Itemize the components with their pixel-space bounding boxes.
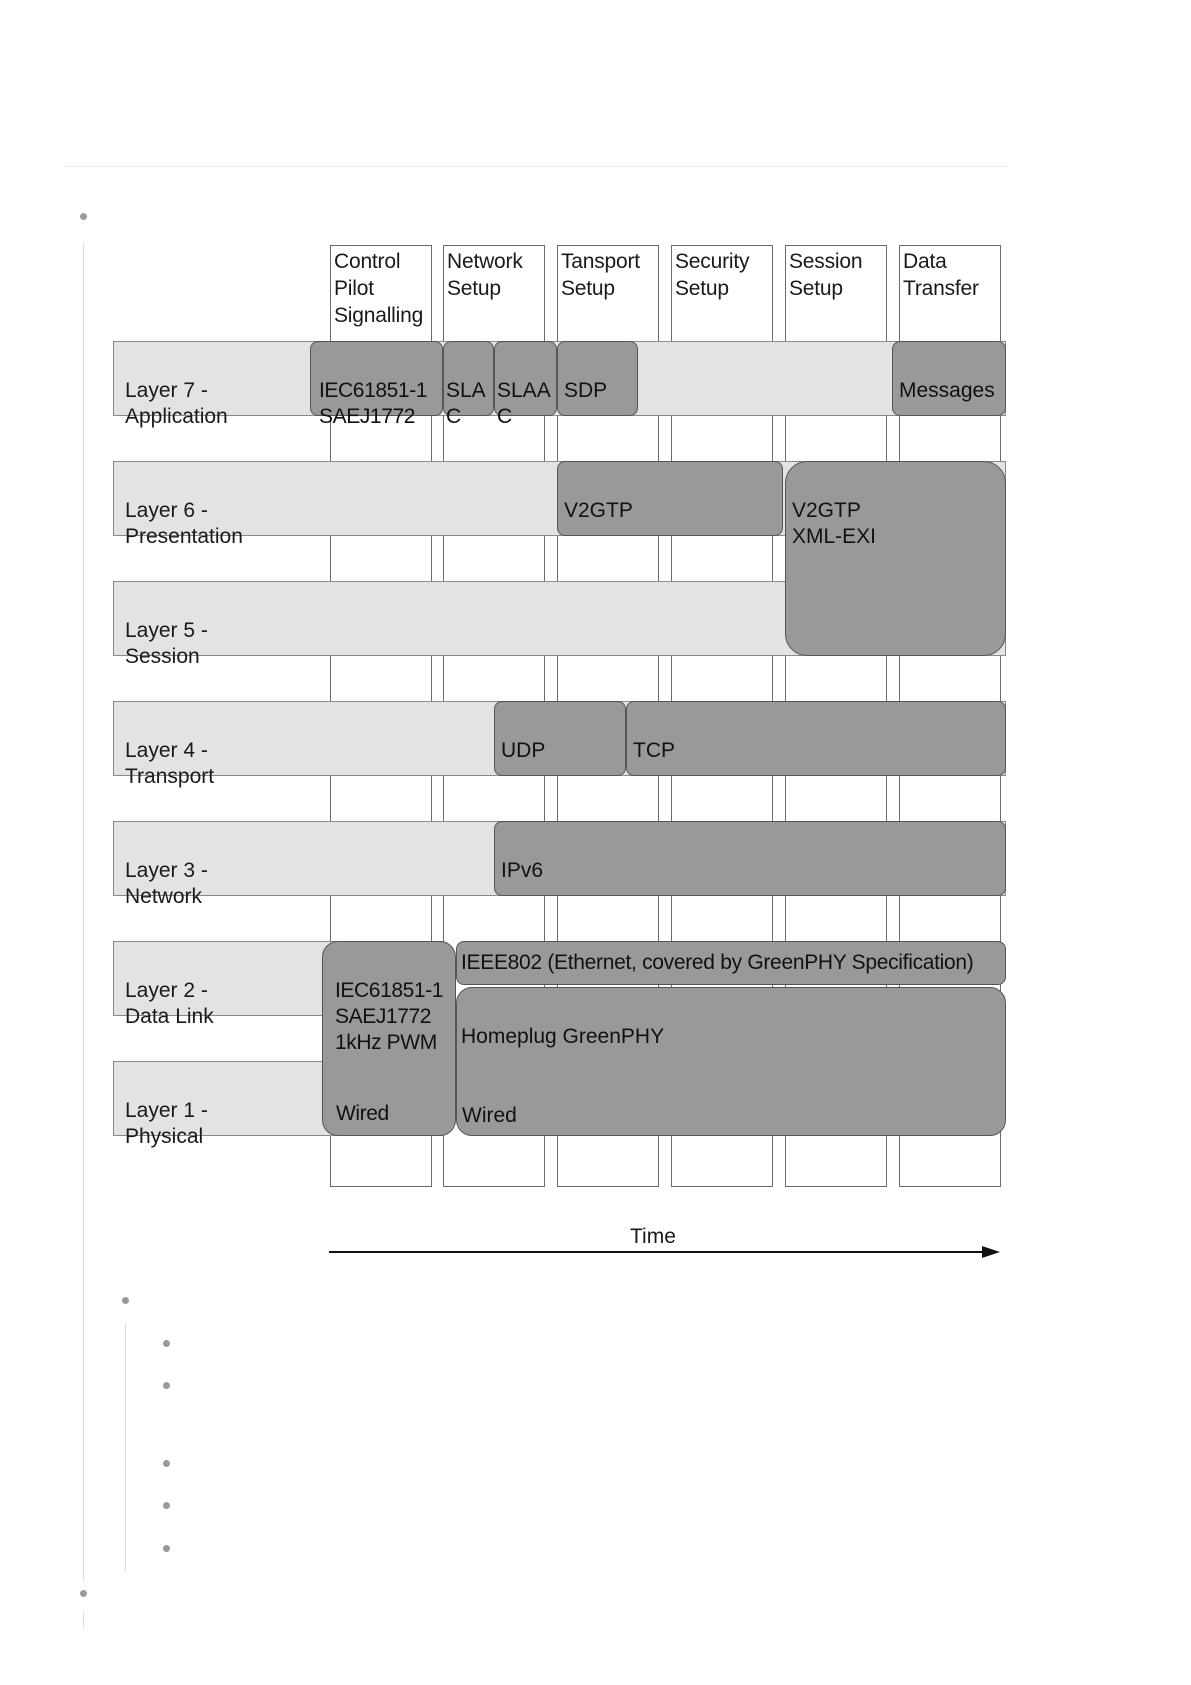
layer-label: Layer 5 - Session: [125, 619, 208, 668]
protocol-label: IEEE802 (Ethernet, covered by GreenPHY Specification): [461, 951, 974, 974]
protocol-label: IPv6: [501, 859, 544, 882]
protocol-box-homeplug-greenphy: [456, 987, 1006, 1136]
phase-label: Control Pilot Signalling: [334, 250, 424, 327]
layer-label: Layer 1 - Physical: [125, 1099, 208, 1148]
time-axis-label: Time: [630, 1225, 676, 1248]
protocol-box-ieee802: [456, 941, 1006, 985]
layer-label: Layer 4 - Transport: [125, 739, 215, 788]
protocol-label: UDP: [501, 739, 546, 762]
protocol-box-slac: [443, 341, 494, 428]
medium-label: Wired: [336, 1102, 389, 1125]
protocol-box-iec61851-app: [310, 341, 443, 428]
protocol-box-iec61851-physical: [322, 941, 456, 1136]
protocol-label: IEC61851-1 SAEJ1772: [319, 379, 428, 428]
protocol-box-messages: [892, 341, 1006, 416]
protocol-label: SLAA C: [497, 379, 551, 428]
protocol-box-ipv6: [494, 821, 1006, 896]
protocol-label: V2GTP: [564, 499, 633, 522]
phase-label: Data Transfer: [903, 250, 979, 300]
protocol-label: V2GTP XML-EXI: [792, 499, 877, 548]
layer-label: Layer 7 - Application: [125, 379, 228, 428]
protocol-box-slaac: [494, 341, 557, 428]
protocol-label: SLA C: [446, 379, 486, 428]
phase-label: Tansport Setup: [561, 250, 640, 300]
protocol-box-tcp: [626, 701, 1006, 776]
phase-label: Network Setup: [447, 250, 523, 300]
protocol-label: Homeplug GreenPHY: [461, 1025, 665, 1048]
protocol-box-sdp: [557, 341, 638, 416]
protocol-box-udp: [494, 701, 626, 776]
protocol-label: IEC61851-1 SAEJ1772 1kHz PWM: [335, 979, 444, 1054]
protocol-label: TCP: [633, 739, 675, 762]
medium-label: Wired: [462, 1104, 517, 1127]
arrow-right-icon: [982, 1246, 1000, 1258]
protocol-box-v2gtp-xml-exi: [785, 461, 1006, 656]
time-axis-line: [329, 1251, 983, 1253]
protocol-box-v2gtp: [557, 461, 783, 536]
phase-label: Security Setup: [675, 250, 750, 300]
protocol-label: SDP: [564, 379, 608, 402]
layer-label: Layer 2 - Data Link: [125, 979, 214, 1028]
layer-label: Layer 3 - Network: [125, 859, 208, 908]
layer-label: Layer 6 - Presentation: [125, 499, 243, 548]
phase-label: Session Setup: [789, 250, 863, 300]
protocol-label: Messages: [899, 379, 995, 402]
